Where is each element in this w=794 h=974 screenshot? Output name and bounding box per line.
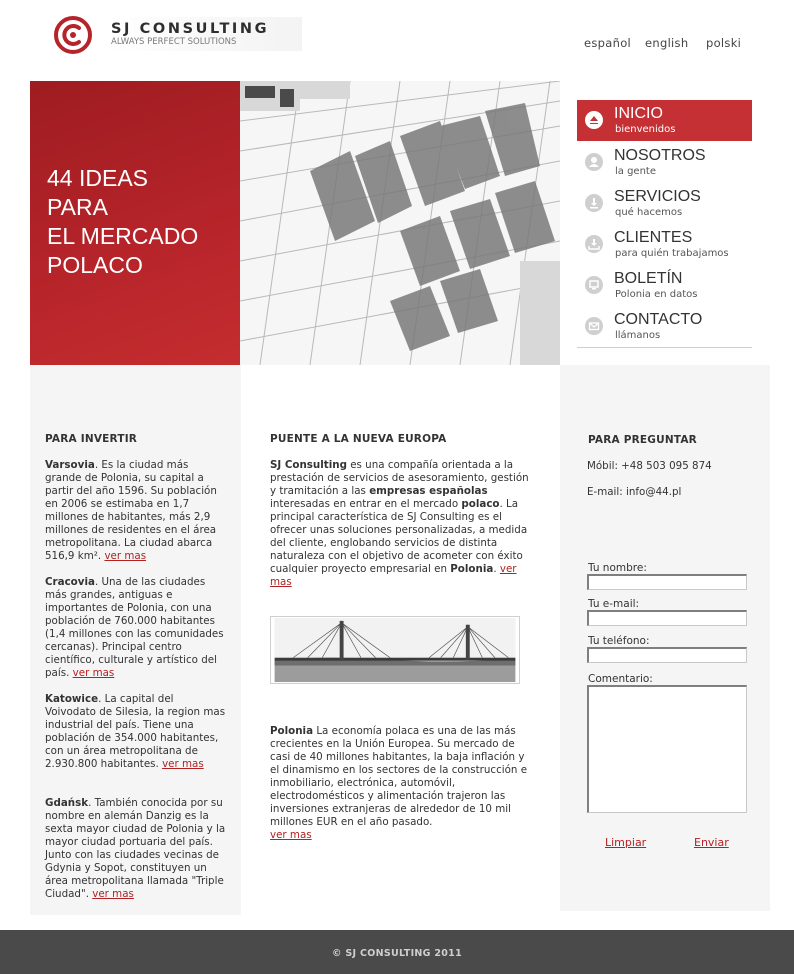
nav-inicio[interactable] — [577, 100, 752, 141]
phone-label: Tu teléfono: — [588, 635, 650, 647]
city-katowice — [45, 693, 227, 771]
city-cracovia — [45, 576, 227, 680]
nav-servicios-subtitle: qué hacemos — [615, 207, 683, 218]
nav-inicio-subtitle: bienvenidos — [615, 124, 676, 135]
city-text: . También conocida por su nombre en alemán Danzig es la sexta mayor ciudad de Polonia y la mayor ciudad portuaria del país. Junto con las ciudades vecinas de Gdynia y Sopot, constituyen un área metropolitana llamada "Triple Ciudad". — [45, 797, 226, 900]
lang-espanol-link[interactable]: español — [584, 36, 632, 50]
nav-inicio-title: INICIO — [614, 105, 663, 122]
city-text: . Es la ciudad más grande de Polonia, su capital a partir del año 1596. Su población en 2006 se estimaba en 1,7 millones de habitantes, más 2,9 millones de residentes en el área metropolitana. La ciudad abarca 516,9 km². — [45, 459, 217, 562]
company-paragraph — [270, 459, 532, 589]
body-text: La economía polaca es una de las más crecientes en la Unión Europea. Su mercado de casi de 40 millones habitantes, la baja inflación y el dinamismo en los sectores de la construcción e inmobiliario, electrónica, automóvil, electrodomésticos y alimentación trajeron las inversiones extranjeras de alrededor de 10 mil millones EUR en el año pasado. — [270, 725, 528, 828]
email-address: E-mail: info@44.pl — [587, 486, 682, 498]
name-label: Tu nombre: — [588, 562, 647, 574]
lang-english-link[interactable]: english — [645, 36, 689, 50]
read-more-link[interactable]: ver mas — [162, 758, 204, 770]
body-text: . — [493, 563, 497, 575]
invest-heading: PARA INVERTIR — [45, 433, 138, 445]
nav-servicios[interactable] — [577, 183, 752, 225]
nav-boletin-subtitle: Polonia en datos — [615, 289, 698, 300]
read-more-link[interactable]: ver mas — [92, 888, 134, 900]
contact-heading: PARA PREGUNTAR — [588, 434, 697, 446]
nav-clientes-title: CLIENTES — [614, 229, 693, 246]
nav-contacto-title: CONTACTO — [614, 311, 703, 328]
person-icon — [585, 153, 603, 171]
city-name: Varsovia — [45, 459, 95, 471]
hero-title: 44 IDEAS PARA EL MERCADO POLACO — [47, 165, 199, 278]
poland-paragraph — [270, 725, 532, 842]
download-icon — [585, 194, 603, 212]
nav-nosotros-title: NOSOTROS — [614, 147, 706, 164]
bold-text: Polonia — [270, 725, 314, 737]
comment-textarea[interactable] — [587, 685, 747, 813]
city-name: Katowice — [45, 693, 99, 705]
nav-clientes[interactable] — [577, 224, 752, 266]
nav-boletin[interactable] — [577, 265, 752, 307]
email-input[interactable] — [587, 610, 747, 626]
download-tray-icon — [585, 235, 603, 253]
read-more-link[interactable]: ver mas — [270, 829, 312, 841]
nav-contacto[interactable] — [577, 306, 752, 348]
bold-text: Polonia — [450, 563, 494, 575]
body-text: interesadas en entrar en el mercado — [270, 498, 462, 510]
brand-tagline: ALWAYS PERFECT SOLUTIONS — [111, 37, 237, 47]
email-label: Tu e-mail: — [588, 598, 640, 610]
monitor-icon — [585, 276, 603, 294]
phone-input[interactable] — [587, 647, 747, 663]
bold-text: empresas españolas — [369, 485, 488, 497]
body-text: es una compañía orientada a la prestación de servicios de asesoramiento, gestión y tramitación a las — [270, 459, 529, 497]
bold-text: SJ Consulting — [270, 459, 347, 471]
bridge-photo-image — [270, 616, 520, 684]
mail-icon — [585, 317, 603, 335]
nav-servicios-title: SERVICIOS — [614, 188, 701, 205]
city-gdansk — [45, 797, 227, 901]
brand-name[interactable]: SJ CONSULTING — [111, 21, 270, 37]
city-text: . Una de las ciudades más grandes, antiguas e importantes de Polonia, con una población de 760.000 habitantes (1,4 millones con las comunidades cercanas). Principal centro científico, culturale y artístico del país. — [45, 576, 224, 679]
city-text: . La capital del Voivodato de Silesia, la region mas industrial del país. Tiene una población de 354.000 habitantes, con un área metropolitana de 2.930.800 habitantes. — [45, 693, 226, 770]
bridge-heading: PUENTE A LA NUEVA EUROPA — [270, 433, 447, 445]
nav-nosotros-subtitle: la gente — [615, 166, 656, 177]
nav-clientes-subtitle: para quién trabajamos — [615, 248, 729, 259]
city-varsovia — [45, 459, 227, 563]
send-button[interactable]: Enviar — [694, 836, 729, 849]
read-more-link[interactable]: ver mas — [270, 563, 517, 588]
body-text: . La principal característica de SJ Consulting es el ofrecer unas soluciones personalizadas, a medida del cliente, englobando servicios de distinta naturaleza con el objetivo de acometer con éxito cualquier proyecto empresarial en — [270, 498, 528, 575]
name-input[interactable] — [587, 574, 747, 590]
clear-button[interactable]: Limpiar — [605, 836, 647, 849]
nav-contacto-subtitle: llámanos — [615, 330, 661, 341]
eject-icon — [585, 111, 603, 129]
read-more-link[interactable]: ver mas — [72, 667, 115, 679]
hero-magazine-rack-image — [240, 81, 560, 365]
nav-nosotros[interactable] — [577, 142, 752, 184]
mobile-number: Móbil: +48 503 095 874 — [587, 460, 712, 472]
comment-label: Comentario: — [588, 673, 653, 685]
footer-copyright: © SJ CONSULTING 2011 — [331, 948, 463, 959]
city-name: Cracovia — [45, 576, 95, 588]
bold-text: polaco — [461, 498, 500, 510]
company-logo-icon[interactable] — [54, 16, 92, 54]
city-name: Gdańsk — [45, 797, 89, 809]
read-more-link[interactable]: ver mas — [104, 550, 147, 562]
nav-boletin-title: BOLETÍN — [614, 270, 683, 287]
lang-polski-link[interactable]: polski — [706, 36, 742, 50]
